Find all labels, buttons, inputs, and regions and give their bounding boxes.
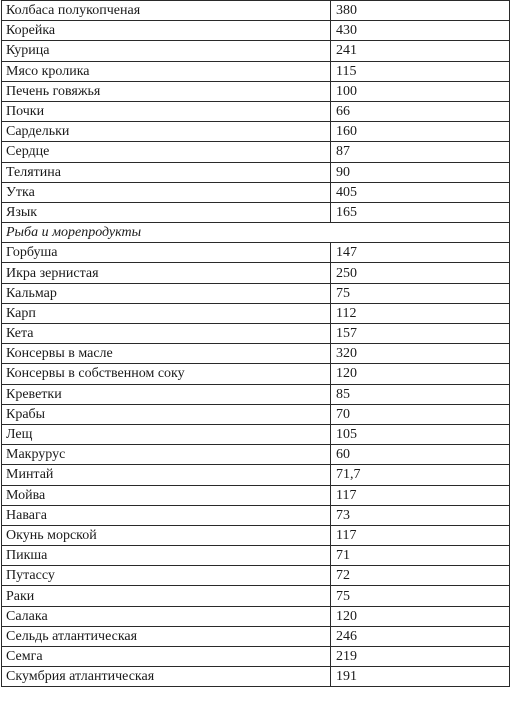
table-row [2, 283, 510, 303]
calorie-value-cell: 66 [331, 101, 510, 121]
product-name-cell: Семга [2, 647, 331, 667]
calorie-table-body [2, 1, 510, 687]
table-row [2, 384, 510, 404]
table-row [2, 81, 510, 101]
product-name-cell: Утка [2, 182, 331, 202]
table-row [2, 324, 510, 344]
table-row [2, 566, 510, 586]
calorie-value-cell: 147 [331, 243, 510, 263]
table-row [2, 364, 510, 384]
table-row [2, 202, 510, 222]
product-name-cell: Креветки [2, 384, 331, 404]
table-row [2, 424, 510, 444]
calorie-value-cell: 100 [331, 81, 510, 101]
table-row [2, 505, 510, 525]
calorie-value-cell: 165 [331, 202, 510, 222]
calorie-value-cell: 320 [331, 344, 510, 364]
calorie-value-cell: 246 [331, 626, 510, 646]
product-name-cell: Карп [2, 303, 331, 323]
table-row [2, 465, 510, 485]
calorie-value-cell: 105 [331, 424, 510, 444]
table-row [2, 162, 510, 182]
table-row [2, 525, 510, 545]
calorie-value-cell: 72 [331, 566, 510, 586]
table-row [2, 182, 510, 202]
product-name-cell: Печень говяжья [2, 81, 331, 101]
product-name-cell: Минтай [2, 465, 331, 485]
table-row [2, 1, 510, 21]
table-row [2, 647, 510, 667]
calorie-value-cell: 60 [331, 445, 510, 465]
product-name-cell: Кальмар [2, 283, 331, 303]
table-row [2, 344, 510, 364]
table-row [2, 445, 510, 465]
product-name-cell: Почки [2, 101, 331, 121]
table-row [2, 263, 510, 283]
calorie-value-cell: 85 [331, 384, 510, 404]
product-name-cell: Окунь морской [2, 525, 331, 545]
product-name-cell: Пикша [2, 546, 331, 566]
product-name-cell: Консервы в масле [2, 344, 331, 364]
product-name-cell: Раки [2, 586, 331, 606]
calorie-value-cell: 157 [331, 324, 510, 344]
product-name-cell: Путассу [2, 566, 331, 586]
calorie-value-cell: 250 [331, 263, 510, 283]
product-name-cell: Сельдь атлантическая [2, 626, 331, 646]
calorie-value-cell: 70 [331, 404, 510, 424]
product-name-cell: Сердце [2, 142, 331, 162]
calorie-value-cell: 117 [331, 485, 510, 505]
table-row [2, 606, 510, 626]
calorie-value-cell: 241 [331, 41, 510, 61]
calorie-value-cell: 75 [331, 586, 510, 606]
calorie-value-cell: 71,7 [331, 465, 510, 485]
table-row [2, 122, 510, 142]
calorie-value-cell: 87 [331, 142, 510, 162]
calorie-value-cell: 90 [331, 162, 510, 182]
product-name-cell: Язык [2, 202, 331, 222]
table-row [2, 546, 510, 566]
product-name-cell: Консервы в собственном соку [2, 364, 331, 384]
product-name-cell: Скумбрия атлантическая [2, 667, 331, 687]
product-name-cell: Салака [2, 606, 331, 626]
product-name-cell: Лещ [2, 424, 331, 444]
product-name-cell: Телятина [2, 162, 331, 182]
calorie-value-cell: 380 [331, 1, 510, 21]
product-name-cell: Колбаса полукопченая [2, 1, 331, 21]
calorie-value-cell: 71 [331, 546, 510, 566]
table-row [2, 626, 510, 646]
calorie-value-cell: 405 [331, 182, 510, 202]
calorie-value-cell: 160 [331, 122, 510, 142]
product-name-cell: Навага [2, 505, 331, 525]
table-row [2, 667, 510, 687]
table-row [2, 404, 510, 424]
calorie-value-cell: 75 [331, 283, 510, 303]
calorie-value-cell: 191 [331, 667, 510, 687]
table-row [2, 485, 510, 505]
calorie-value-cell: 115 [331, 61, 510, 81]
section-header-row [2, 223, 510, 243]
calorie-value-cell: 117 [331, 525, 510, 545]
calorie-value-cell: 73 [331, 505, 510, 525]
product-name-cell: Мойва [2, 485, 331, 505]
calorie-value-cell: 430 [331, 21, 510, 41]
calorie-value-cell: 219 [331, 647, 510, 667]
product-name-cell: Курица [2, 41, 331, 61]
table-row [2, 586, 510, 606]
section-title: Рыба и морепродукты [2, 223, 510, 243]
product-name-cell: Корейка [2, 21, 331, 41]
table-row [2, 142, 510, 162]
table-row [2, 21, 510, 41]
product-name-cell: Сардельки [2, 122, 331, 142]
product-name-cell: Кета [2, 324, 331, 344]
calorie-table [1, 0, 510, 687]
product-name-cell: Мясо кролика [2, 61, 331, 81]
table-row [2, 101, 510, 121]
table-row [2, 303, 510, 323]
calorie-value-cell: 120 [331, 364, 510, 384]
product-name-cell: Макрурус [2, 445, 331, 465]
product-name-cell: Крабы [2, 404, 331, 424]
table-row [2, 243, 510, 263]
table-row [2, 61, 510, 81]
product-name-cell: Икра зернистая [2, 263, 331, 283]
table-row [2, 41, 510, 61]
calorie-value-cell: 112 [331, 303, 510, 323]
calorie-value-cell: 120 [331, 606, 510, 626]
product-name-cell: Горбуша [2, 243, 331, 263]
